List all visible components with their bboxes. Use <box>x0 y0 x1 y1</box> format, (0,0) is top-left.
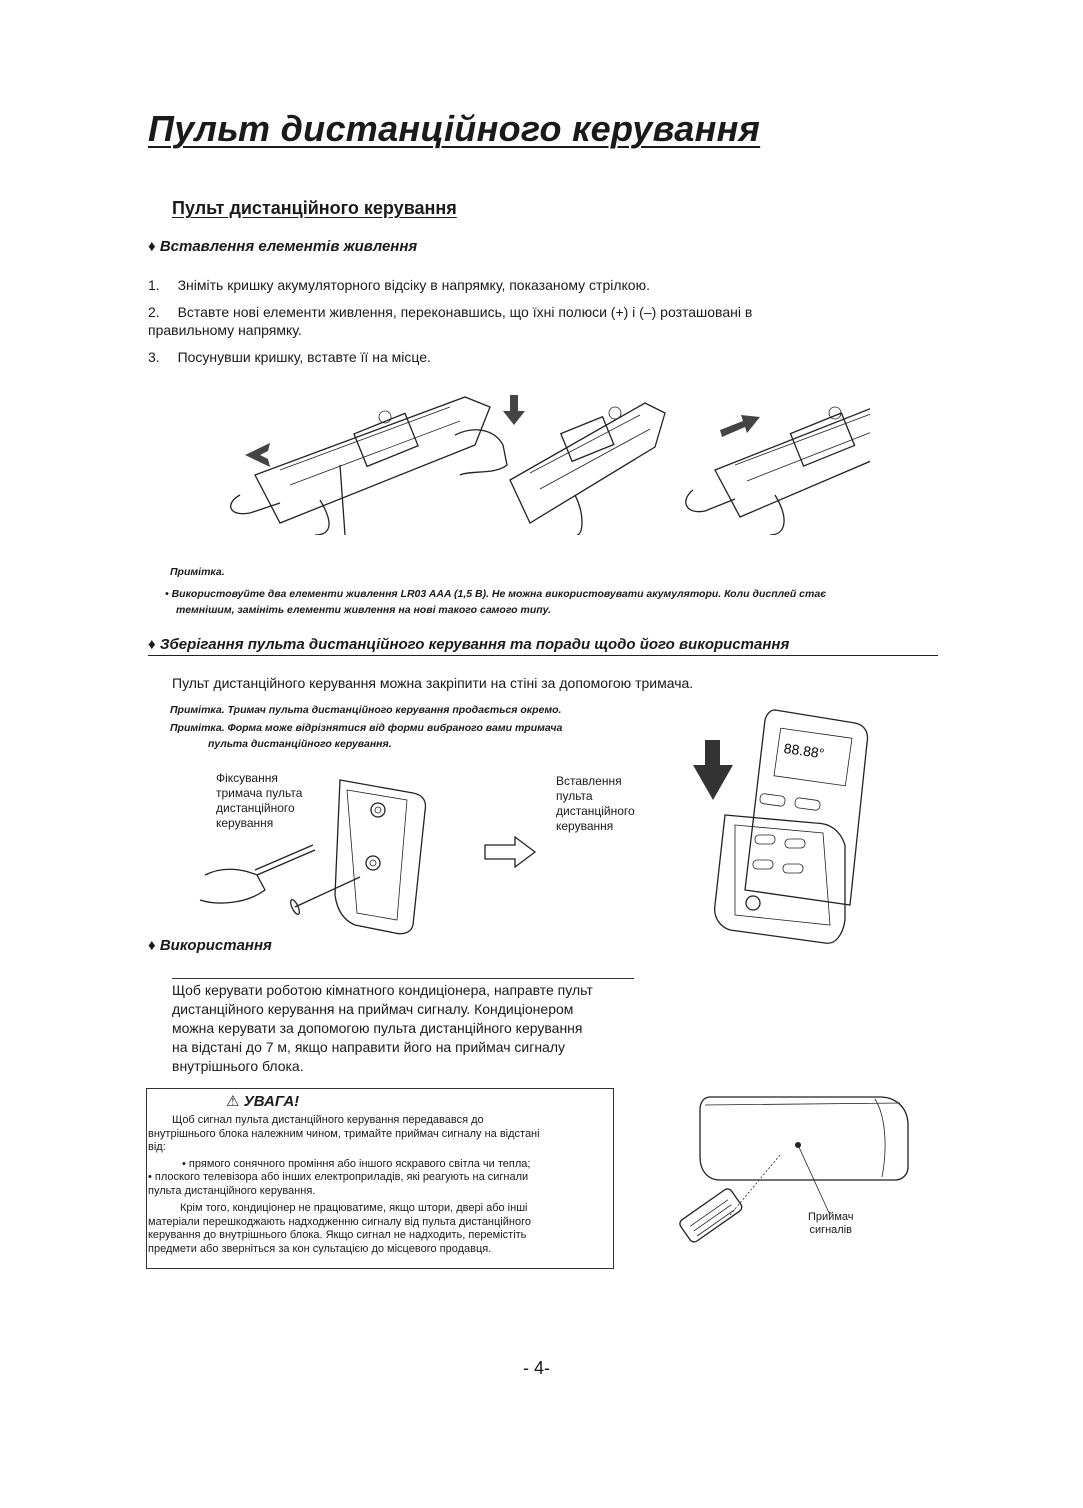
usage-rule <box>172 978 634 979</box>
insert-remote-label: Вставлення пульта дистанційного керування <box>556 774 635 833</box>
remote-in-holder-illustration <box>685 705 885 950</box>
usage-heading: ♦ Використання <box>148 937 272 954</box>
warning-title-text: УВАГА! <box>243 1093 300 1110</box>
step-text: Зніміть кришку акумуляторного відсіку в напрямку, показаному стрілкою. <box>177 277 650 293</box>
receiver-label: Приймач сигналів <box>808 1211 854 1236</box>
storage-heading: ♦ Зберігання пульта дистанційного керування та поради щодо його використання <box>148 636 790 653</box>
warning-icon: ⚠ <box>226 1093 240 1110</box>
next-arrow-icon <box>483 835 539 869</box>
storage-note-2-line-1: Примітка. Форма може відрізнятися від форми вибраного вами тримача <box>170 722 563 734</box>
battery-heading: ♦ Вставлення елементів живлення <box>148 238 418 255</box>
battery-note-line-2: темнішим, замініть елементи живлення на нові такого самого типу. <box>176 604 552 616</box>
remote-open-illustration-1 <box>231 397 490 535</box>
fixing-holder-label: Фіксування тримача пульта дистанційного керування <box>216 771 303 830</box>
step-number: 2. <box>148 304 160 320</box>
indoor-unit-illustration <box>670 1085 920 1265</box>
page-title: Пульт дистанційного керування <box>148 108 761 149</box>
step-text: Вставте нові елементи живлення, переконавшись, що їхні полюси (+) і (–) розташовані в <box>177 304 753 320</box>
page-number: - 4- <box>523 1358 550 1378</box>
battery-note-line-1: • Використовуйте два елементи живлення LR03 AAA (1,5 В). Не можна використовувати акумулятори. Коли дисплей стає <box>165 588 827 600</box>
section-divider <box>148 655 938 656</box>
usage-paragraph: Щоб керувати роботою кімнатного кондиціонера, направте пульт дистанційного керування на приймач сигналу. Кондиціонером можна керувати за допомогою пульта дистанційного керування на відстані до 7 м, якщо направити його на приймач сигналу внутрішнього блока. <box>172 982 593 1074</box>
battery-illustrations <box>220 385 870 535</box>
step-number: 3. <box>148 349 160 365</box>
step-text: Посунувши кришку, вставте її на місце. <box>177 349 431 365</box>
step-number: 1. <box>148 277 160 293</box>
step-2 <box>148 303 752 321</box>
storage-intro: Пульт дистанційного керування можна закріпити на стіні за допомогою тримача. <box>172 675 694 691</box>
step-3 <box>148 348 431 366</box>
remote-open-illustration-3 <box>686 393 870 535</box>
step-2-continued: правильному напрямку. <box>148 322 302 338</box>
section-subtitle: Пульт дистанційного керування <box>172 198 457 218</box>
step-1 <box>148 276 650 294</box>
storage-note-2-line-2: пульта дистанційного керування. <box>208 738 392 750</box>
warning-title <box>226 1092 299 1110</box>
note-label: Примітка. <box>170 566 225 578</box>
holder-mounting-illustration <box>195 765 445 935</box>
warning-body: Щоб сигнал пульта дистанційного керування передавався до внутрішнього блока належним чином, тримайте приймач сигналу на відстані від: • прямого сонячного проміння або іншого яскравого світла чи тепла; • плоского телевізора або інших електроприладів, які реагують на сигнали пульта дистанційного керування. Крім того, кондиціонер не працюватиме, якщо штори, двері або інші матеріали перешкоджають надходженню сигналу від пульта дистанційного керування до внутрішнього блока. Якщо сигнал не надходить, перемістіть предмети або зверніться за кон сультацією до місцевого продавця. <box>148 1114 540 1255</box>
svg-text:88.88°: 88.88° <box>782 739 826 762</box>
storage-note-1: Примітка. Тримач пульта дистанційного керування продається окремо. <box>170 704 562 716</box>
